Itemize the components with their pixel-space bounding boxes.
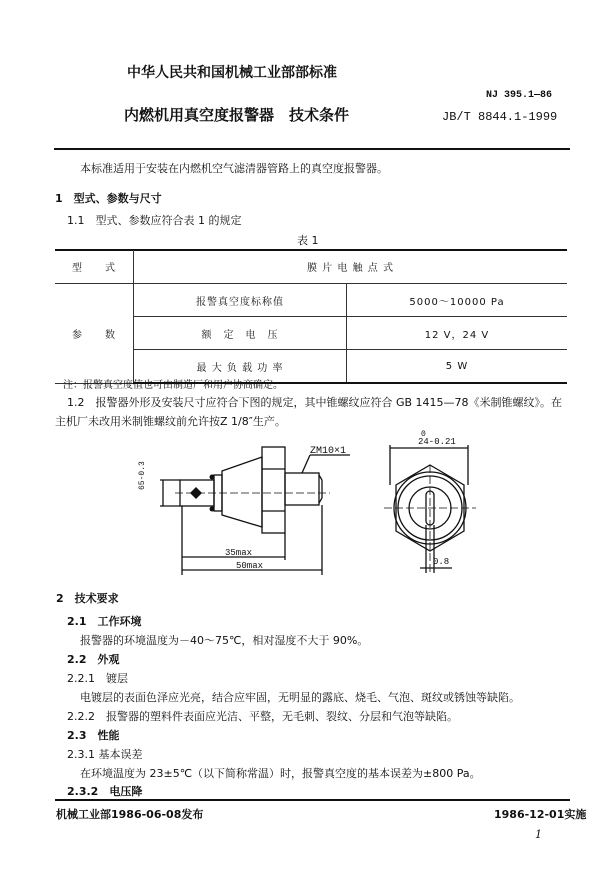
section-2-2-1: 2.2.1 镀层 <box>67 672 128 685</box>
section-1-2-line1: 1.2 报警器外形及安装尺寸应符合下图的规定，其中锥螺纹应符合 GB 1415—78《米制锥螺纹》。在 <box>67 396 563 409</box>
table-caption: 表 1 <box>297 234 319 247</box>
effective-date: 1986-12-01实施 <box>494 808 587 821</box>
param-name-cell: 额 定 电 压 <box>134 317 347 350</box>
section-2-2-1-text: 电镀层的表面色泽应光亮，结合应牢固，无明显的露底、烧毛、气泡、斑纹或锈蚀等缺陷。 <box>80 691 520 704</box>
dimension-35: 35max <box>225 548 253 558</box>
table-note: 注：报警真空度值也可由制造厂和用户协商确定。 <box>63 380 283 391</box>
header-rule <box>54 148 570 150</box>
section-2-heading: 2 技术要求 <box>56 592 119 605</box>
section-1-1: 1.1 型式、参数应符合表 1 的规定 <box>67 214 242 227</box>
section-2-3-2: 2.3.2 电压降 <box>67 785 143 798</box>
footer-rule <box>55 799 570 801</box>
page-number: 1 <box>535 828 542 841</box>
dimension-50: 50max <box>236 561 264 571</box>
scope-paragraph: 本标准适用于安装在内燃机空气滤清器管路上的真空度报警器。 <box>80 162 388 175</box>
type-value-cell: 膜 片 电 触 点 式 <box>134 250 568 284</box>
thread-label: ZM10×1 <box>310 446 347 457</box>
document-title: 内燃机用真空度报警器 技术条件 <box>124 106 350 124</box>
section-2-2: 2.2 外观 <box>67 653 120 666</box>
dimension-24: 24-0.21 <box>418 437 456 447</box>
end-view-drawing <box>370 425 480 585</box>
param-label-cell: 参 数 <box>55 284 134 384</box>
section-2-3-1: 2.3.1 基本误差 <box>67 748 143 761</box>
section-1-heading: 1 型式、参数与尺寸 <box>55 192 162 205</box>
dimension-24-upper: 0 <box>421 430 426 439</box>
section-2-3-1-text: 在环境温度为 23±5℃（以下简称常温）时，报警真空度的基本误差为±800 Pa。 <box>80 767 481 780</box>
section-1-2-line2: 主机厂未改用米制锥螺纹前允许按Z 1/8″生产。 <box>55 415 286 428</box>
param-value-cell: 5000～10000 Pa <box>347 284 568 317</box>
param-name-cell: 报警真空度标称值 <box>134 284 347 317</box>
table-row <box>55 284 567 317</box>
dimension-0-8: 0.8 <box>433 557 450 567</box>
param-value-cell: 12 V，24 V <box>347 317 568 350</box>
dimension-65: 65-0.3 <box>138 461 147 490</box>
section-2-1-text: 报警器的环境温度为－40～75℃，相对湿度不大于 90%。 <box>80 634 369 647</box>
param-value-cell: 5 W <box>347 350 568 384</box>
new-standard-code: JB/T 8844.1-1999 <box>442 110 558 124</box>
param-name-cell: 最 大 负 载 功 率 <box>134 350 347 384</box>
old-standard-code: NJ 395.1—86 <box>486 90 553 101</box>
issuer-title: 中华人民共和国机械工业部部标准 <box>127 65 337 81</box>
type-label-cell: 型 式 <box>55 250 134 284</box>
issued-date: 机械工业部1986-06-08发布 <box>56 808 204 821</box>
section-2-3: 2.3 性能 <box>67 729 120 742</box>
section-2-2-2: 2.2.2 报警器的塑料件表面应光洁、平整，无毛刺、裂纹、分层和气泡等缺陷。 <box>67 710 458 723</box>
section-2-1: 2.1 工作环境 <box>67 615 142 628</box>
table-row <box>55 250 567 284</box>
spec-table <box>55 250 567 384</box>
